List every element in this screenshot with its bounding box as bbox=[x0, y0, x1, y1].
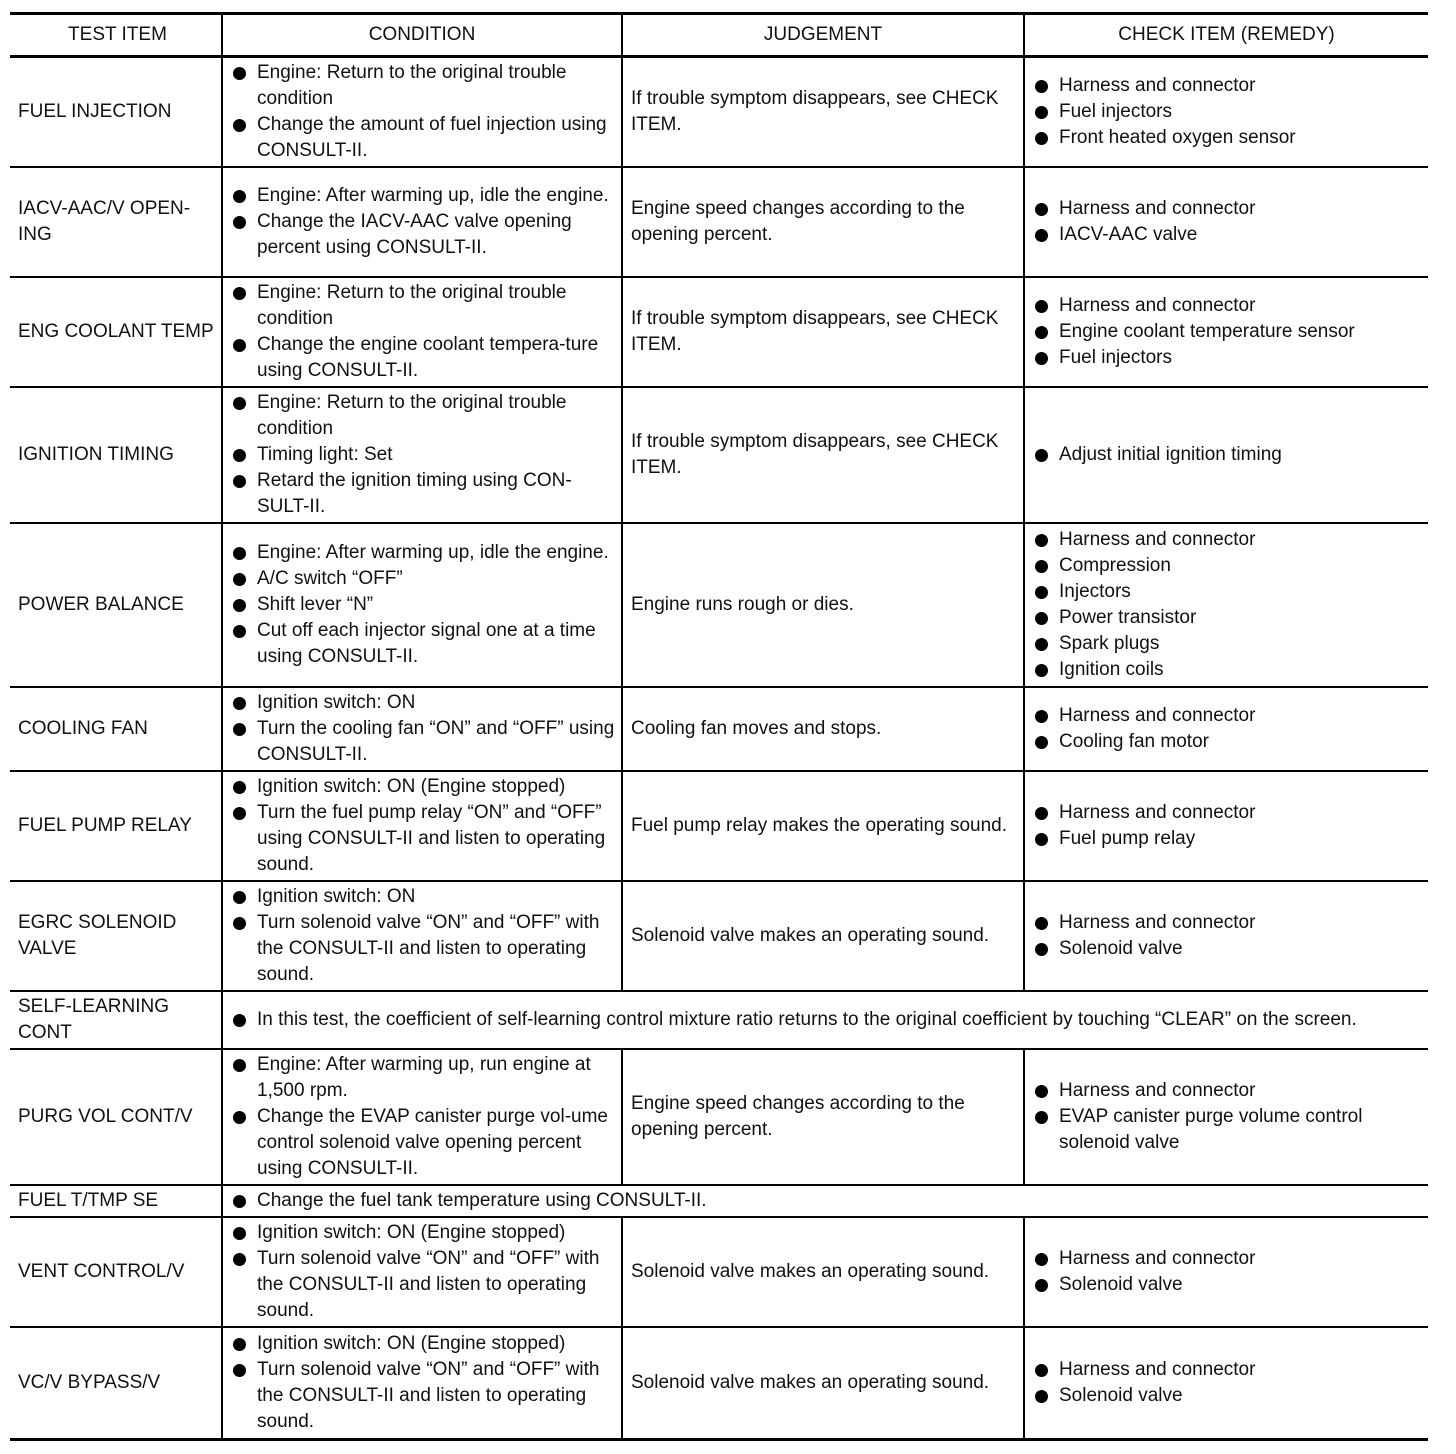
table-row bbox=[10, 1327, 1428, 1439]
check-item-cell bbox=[1024, 771, 1428, 881]
condition-cell bbox=[222, 1185, 1428, 1217]
check-item-cell bbox=[1024, 167, 1428, 277]
check-item-bullet: Solenoid valve bbox=[1033, 936, 1422, 962]
condition-bullet: Change the EVAP canister purge vol-ume control solenoid valve opening percent using CONSULT-II. bbox=[231, 1104, 615, 1182]
judgement-cell: If trouble symptom disappears, see CHECK ITEM. bbox=[622, 387, 1024, 523]
test-item-cell: IGNITION TIMING bbox=[10, 387, 222, 523]
condition-list bbox=[231, 60, 615, 164]
check-item-bullet: Harness and connector bbox=[1033, 1078, 1422, 1104]
table-row bbox=[10, 881, 1428, 991]
judgement-cell: Cooling fan moves and stops. bbox=[622, 687, 1024, 771]
condition-cell bbox=[222, 1327, 622, 1439]
check-item-bullet: Harness and connector bbox=[1033, 800, 1422, 826]
check-item-cell bbox=[1024, 687, 1428, 771]
condition-bullet: Change the fuel tank temperature using CONSULT-II. bbox=[231, 1188, 1422, 1214]
table-row bbox=[10, 523, 1428, 687]
condition-list bbox=[231, 884, 615, 988]
check-item-bullet: Fuel injectors bbox=[1033, 345, 1422, 371]
test-item-cell: IACV-AAC/V OPEN-ING bbox=[10, 167, 222, 277]
condition-list bbox=[231, 690, 615, 768]
test-item-cell: POWER BALANCE bbox=[10, 523, 222, 687]
condition-cell bbox=[222, 1049, 622, 1185]
check-item-cell bbox=[1024, 1049, 1428, 1185]
table-row bbox=[10, 387, 1428, 523]
judgement-cell: Engine speed changes according to the opening percent. bbox=[622, 1049, 1024, 1185]
table-row bbox=[10, 1049, 1428, 1185]
test-item-cell: SELF-LEARNING CONT bbox=[10, 991, 222, 1049]
condition-cell bbox=[222, 387, 622, 523]
condition-cell bbox=[222, 687, 622, 771]
condition-bullet: Cut off each injector signal one at a time using CONSULT-II. bbox=[231, 618, 615, 670]
table-row bbox=[10, 991, 1428, 1049]
condition-bullet: Ignition switch: ON bbox=[231, 884, 615, 910]
condition-list bbox=[231, 1007, 1422, 1033]
condition-list bbox=[231, 774, 615, 878]
test-item-cell: ENG COOLANT TEMP bbox=[10, 277, 222, 387]
condition-bullet: Engine: After warming up, idle the engine. bbox=[231, 183, 615, 209]
condition-list bbox=[231, 280, 615, 384]
condition-list bbox=[231, 1052, 615, 1182]
header-judgement: JUDGEMENT bbox=[622, 14, 1024, 57]
judgement-cell: Engine runs rough or dies. bbox=[622, 523, 1024, 687]
condition-bullet: Ignition switch: ON (Engine stopped) bbox=[231, 774, 615, 800]
check-item-cell bbox=[1024, 277, 1428, 387]
condition-list bbox=[231, 1220, 615, 1324]
judgement-cell: If trouble symptom disappears, see CHECK ITEM. bbox=[622, 277, 1024, 387]
check-item-cell bbox=[1024, 523, 1428, 687]
condition-bullet: Engine: After warming up, idle the engine. bbox=[231, 540, 615, 566]
check-item-bullet: Fuel injectors bbox=[1033, 99, 1422, 125]
condition-cell bbox=[222, 277, 622, 387]
test-item-cell: VENT CONTROL/V bbox=[10, 1217, 222, 1327]
condition-bullet: Ignition switch: ON (Engine stopped) bbox=[231, 1331, 615, 1357]
test-item-cell: FUEL PUMP RELAY bbox=[10, 771, 222, 881]
check-item-bullet: IACV-AAC valve bbox=[1033, 222, 1422, 248]
judgement-cell: If trouble symptom disappears, see CHECK ITEM. bbox=[622, 57, 1024, 168]
check-item-cell bbox=[1024, 387, 1428, 523]
check-item-bullet: Harness and connector bbox=[1033, 293, 1422, 319]
check-item-bullet: Solenoid valve bbox=[1033, 1383, 1422, 1409]
check-item-bullet: Injectors bbox=[1033, 579, 1422, 605]
check-item-bullet: Fuel pump relay bbox=[1033, 826, 1422, 852]
condition-bullet: Ignition switch: ON bbox=[231, 690, 615, 716]
test-item-cell: FUEL INJECTION bbox=[18, 101, 172, 122]
condition-bullet: Retard the ignition timing using CON-SULT-II. bbox=[231, 468, 615, 520]
check-item-bullet: Ignition coils bbox=[1033, 657, 1422, 683]
check-item-list bbox=[1033, 703, 1422, 755]
condition-bullet: Engine: Return to the original trouble condition bbox=[231, 60, 615, 112]
judgement-cell: Fuel pump relay makes the operating sound. bbox=[622, 771, 1024, 881]
check-item-bullet: Harness and connector bbox=[1033, 196, 1422, 222]
condition-bullet: Turn the fuel pump relay “ON” and “OFF” using CONSULT-II and listen to operating sound. bbox=[231, 800, 615, 878]
check-item-bullet: EVAP canister purge volume control solenoid valve bbox=[1033, 1104, 1422, 1156]
table-row bbox=[10, 1217, 1428, 1327]
test-item-cell: VC/V BYPASS/V bbox=[10, 1327, 222, 1439]
check-item-bullet: Compression bbox=[1033, 553, 1422, 579]
table-row bbox=[10, 57, 1428, 168]
condition-cell bbox=[222, 167, 622, 277]
condition-bullet: Shift lever “N” bbox=[231, 592, 615, 618]
check-item-list bbox=[1033, 910, 1422, 962]
check-item-bullet: Harness and connector bbox=[1033, 910, 1422, 936]
check-item-bullet: Harness and connector bbox=[1033, 73, 1422, 99]
judgement-cell: Solenoid valve makes an operating sound. bbox=[622, 1217, 1024, 1327]
condition-bullet: Change the engine coolant tempera-ture using CONSULT-II. bbox=[231, 332, 615, 384]
condition-bullet: Turn solenoid valve “ON” and “OFF” with the CONSULT-II and listen to operating sound. bbox=[231, 1357, 615, 1435]
check-item-cell bbox=[1024, 1327, 1428, 1439]
table-row bbox=[10, 167, 1428, 277]
condition-bullet: Change the amount of fuel injection using CONSULT-II. bbox=[231, 112, 615, 164]
test-item-cell: PURG VOL CONT/V bbox=[10, 1049, 222, 1185]
check-item-list bbox=[1033, 1357, 1422, 1409]
check-item-bullet: Power transistor bbox=[1033, 605, 1422, 631]
condition-bullet: Engine: Return to the original trouble condition bbox=[231, 280, 615, 332]
test-item-cell: EGRC SOLENOID VALVE bbox=[10, 881, 222, 991]
check-item-list bbox=[1033, 1246, 1422, 1298]
check-item-bullet: Harness and connector bbox=[1033, 703, 1422, 729]
condition-bullet: In this test, the coefficient of self-learning control mixture ratio returns to the original coefficient by touching “CLEAR” on the screen. bbox=[231, 1007, 1422, 1033]
condition-cell bbox=[222, 1217, 622, 1327]
check-item-bullet: Engine coolant temperature sensor bbox=[1033, 319, 1422, 345]
condition-cell bbox=[222, 881, 622, 991]
header-row bbox=[10, 14, 1428, 57]
check-item-cell bbox=[1024, 57, 1428, 168]
judgement-cell: Solenoid valve makes an operating sound. bbox=[622, 1327, 1024, 1439]
check-item-bullet: Adjust initial ignition timing bbox=[1033, 442, 1422, 468]
condition-bullet: Engine: After warming up, run engine at 1,500 rpm. bbox=[231, 1052, 615, 1104]
condition-cell bbox=[222, 57, 622, 168]
header-test-item: TEST ITEM bbox=[10, 14, 222, 57]
judgement-cell: Engine speed changes according to the opening percent. bbox=[622, 167, 1024, 277]
condition-cell bbox=[222, 523, 622, 687]
judgement-cell: Solenoid valve makes an operating sound. bbox=[622, 881, 1024, 991]
condition-bullet: Turn solenoid valve “ON” and “OFF” with the CONSULT-II and listen to operating sound. bbox=[231, 910, 615, 988]
condition-cell bbox=[222, 771, 622, 881]
header-condition: CONDITION bbox=[222, 14, 622, 57]
check-item-list bbox=[1033, 527, 1422, 683]
table-row bbox=[10, 1185, 1428, 1217]
check-item-cell bbox=[1024, 1217, 1428, 1327]
check-item-list bbox=[1033, 293, 1422, 371]
condition-bullet: Turn solenoid valve “ON” and “OFF” with the CONSULT-II and listen to operating sound. bbox=[231, 1246, 615, 1324]
condition-bullet: Turn the cooling fan “ON” and “OFF” using CONSULT-II. bbox=[231, 716, 615, 768]
condition-list bbox=[231, 1331, 615, 1435]
condition-list bbox=[231, 390, 615, 520]
test-item-cell: FUEL T/TMP SE bbox=[10, 1185, 222, 1217]
condition-bullet: Engine: Return to the original trouble condition bbox=[231, 390, 615, 442]
table-row bbox=[10, 771, 1428, 881]
condition-list bbox=[231, 540, 615, 670]
condition-bullet: Change the IACV-AAC valve opening percent using CONSULT-II. bbox=[231, 209, 615, 261]
table-row bbox=[10, 687, 1428, 771]
check-item-cell bbox=[1024, 881, 1428, 991]
check-item-bullet: Harness and connector bbox=[1033, 1357, 1422, 1383]
check-item-bullet: Harness and connector bbox=[1033, 527, 1422, 553]
condition-list bbox=[231, 183, 615, 261]
condition-cell bbox=[222, 991, 1428, 1049]
active-test-table bbox=[10, 12, 1428, 1441]
check-item-list bbox=[1033, 73, 1422, 151]
condition-bullet: Ignition switch: ON (Engine stopped) bbox=[231, 1220, 615, 1246]
condition-bullet: Timing light: Set bbox=[231, 442, 615, 468]
check-item-list bbox=[1033, 1078, 1422, 1156]
condition-bullet: A/C switch “OFF” bbox=[231, 566, 615, 592]
check-item-bullet: Harness and connector bbox=[1033, 1246, 1422, 1272]
check-item-bullet: Solenoid valve bbox=[1033, 1272, 1422, 1298]
check-item-bullet: Spark plugs bbox=[1033, 631, 1422, 657]
check-item-bullet: Front heated oxygen sensor bbox=[1033, 125, 1422, 151]
check-item-list bbox=[1033, 196, 1422, 248]
check-item-bullet: Cooling fan motor bbox=[1033, 729, 1422, 755]
table-row bbox=[10, 277, 1428, 387]
check-item-list bbox=[1033, 442, 1422, 468]
header-check-item: CHECK ITEM (REMEDY) bbox=[1024, 14, 1428, 57]
test-item-cell: COOLING FAN bbox=[10, 687, 222, 771]
check-item-list bbox=[1033, 800, 1422, 852]
condition-list bbox=[231, 1188, 1422, 1214]
